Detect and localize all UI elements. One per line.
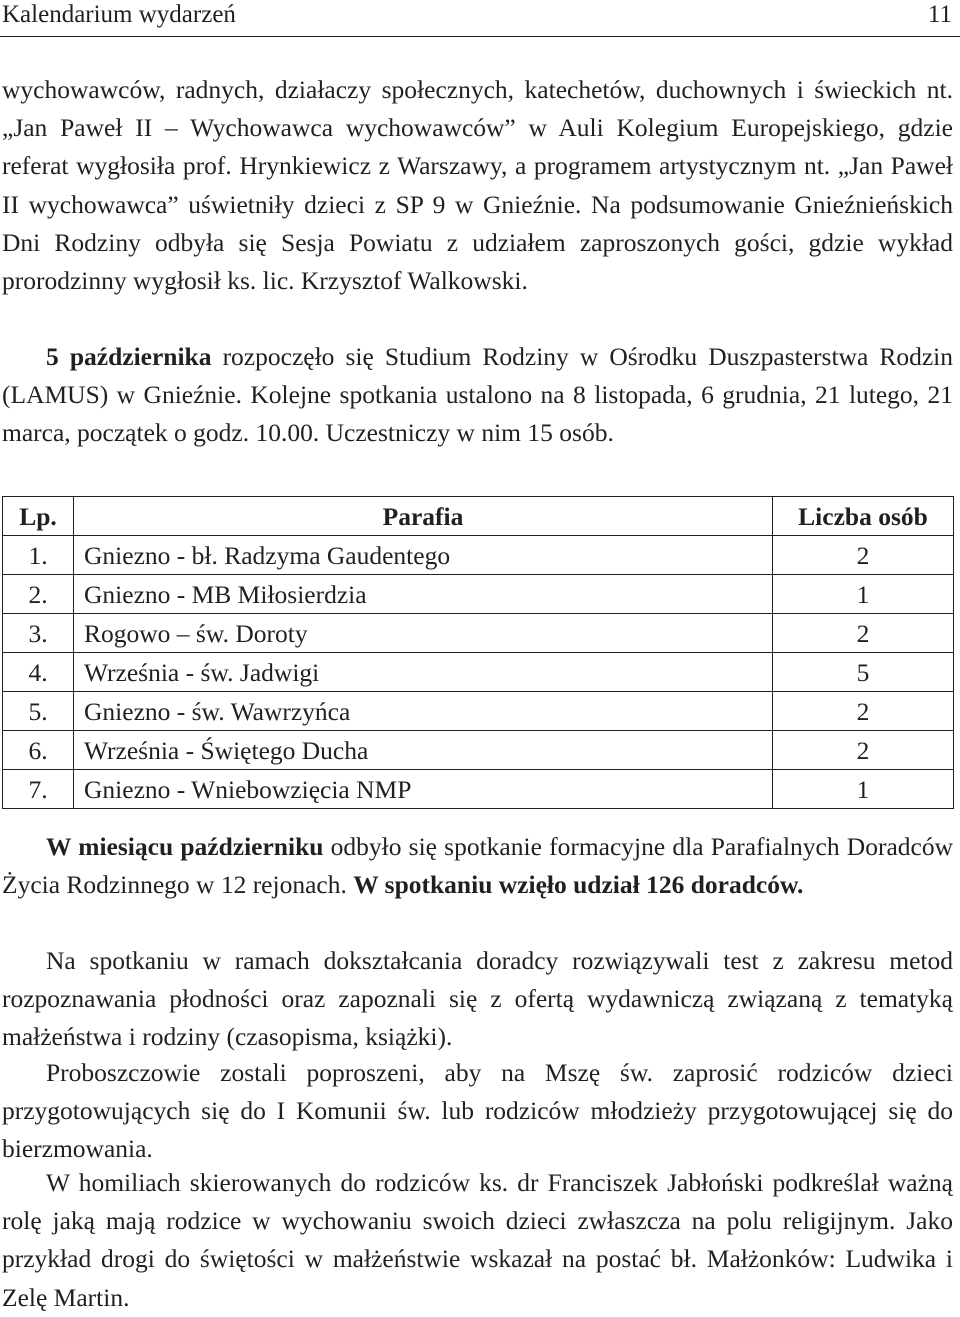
paragraph-5: Proboszczowie zostali poproszeni, aby na Mszę św. zaprosić rodziców dzieci przygotowujących się do I Komunii św. lub rodziców młodzieży przygotowującej się do bierzmowania.: [2, 1058, 953, 1164]
cell-parafia: Gniezno - bł. Radzyma Gaudentego: [74, 536, 773, 575]
cell-liczba: 1: [773, 575, 954, 614]
month-highlight: W miesiącu październiku: [46, 832, 324, 861]
paragraph-2-text: rozpoczęło się Studium Rodziny w Ośrodku Duszpasterstwa Rodzin (LAMUS) w Gnieźnie. Kolejne spotkania ustalono na 8 listopada, 6 grudnia, 21 lutego, 21 marca, początek o godz. 10.00. Uczestniczy w nim 15 osób.: [2, 342, 954, 448]
cell-liczba: 1: [773, 770, 954, 809]
running-header: [0, 0, 960, 37]
cell-lp: 5.: [3, 692, 74, 731]
paragraph-1: wychowawców, radnych, działaczy społecznych, katechetów, duchownych i świeckich nt. „Jan Paweł II – Wychowawca wychowawców” w Auli Kolegium Europejskiego, gdzie referat wygłosiła prof. Hrynkiewicz z Warszawy, a programem artystycznym nt. „Jan Paweł II wychowawca” uświetniły dzieci z SP 9 w Gnieźnie. Na podsumowanie Gnieźnieńskich Dni Rodziny odbyła się Sesja Powiatu z udziałem zaproszonych gości, gdzie wykład prorodzinny wygłosił ks. lic. Krzysztof Walkowski.: [2, 75, 953, 296]
cell-parafia: Września - Świętego Ducha: [74, 731, 773, 770]
running-title: Kalendarium wydarzeń: [2, 1, 236, 28]
paragraph-6: W homiliach skierowanych do rodziców ks. dr Franciszek Jabłoński podkreślał ważną rolę jaką mają rodzice w wychowaniu swoich dzieci zwłaszcza na polu religijnym. Jako przykład drogi do świętości w małżeństwie wskazał na postać bł. Małżonków: Ludwika i Zelę Martin.: [2, 1168, 953, 1312]
paragraph-2: [2, 338, 953, 453]
cell-parafia: Rogowo – św. Doroty: [74, 614, 773, 653]
cell-parafia: Gniezno - Wniebowzięcia NMP: [74, 770, 773, 809]
table-row: [3, 536, 954, 575]
cell-lp: 3.: [3, 614, 74, 653]
header-parafia: Parafia: [74, 497, 773, 536]
table-row: [3, 653, 954, 692]
cell-parafia: Września - św. Jadwigi: [74, 653, 773, 692]
cell-liczba: 2: [773, 536, 954, 575]
header-liczba: Liczba osób: [773, 497, 954, 536]
cell-lp: 6.: [3, 731, 74, 770]
cell-liczba: 2: [773, 731, 954, 770]
paragraph-4: Na spotkaniu w ramach dokształcania doradcy rozwiązywali test z zakresu metod rozpoznawania płodności oraz zapoznali się z ofertą wydawniczą związaną z tematyką małżeństwa i rodziny (czasopisma, książki).: [2, 946, 953, 1052]
table-header-row: [3, 497, 954, 536]
parish-table: [2, 496, 954, 809]
paragraph-3-text: odbyło się spotkanie formacyjne dla Parafialnych Doradców Życia Rodzinnego w 12 rejonach.: [2, 832, 954, 900]
cell-parafia: Gniezno - MB Miłosierdzia: [74, 575, 773, 614]
cell-lp: 2.: [3, 575, 74, 614]
table-row: [3, 731, 954, 770]
cell-lp: 1.: [3, 536, 74, 575]
cell-liczba: 2: [773, 614, 954, 653]
cell-liczba: 2: [773, 692, 954, 731]
table-row: [3, 614, 954, 653]
cell-lp: 7.: [3, 770, 74, 809]
paragraph-3: [2, 828, 953, 904]
cell-lp: 4.: [3, 653, 74, 692]
header-lp: Lp.: [3, 497, 74, 536]
table-row: [3, 575, 954, 614]
cell-liczba: 5: [773, 653, 954, 692]
page-number: 11: [927, 1, 952, 28]
table-row: [3, 692, 954, 731]
date-highlight: 5 października: [46, 342, 212, 371]
attendance-highlight: W spotkaniu wzięło udział 126 doradców.: [353, 870, 804, 900]
table-row: [3, 770, 954, 809]
cell-parafia: Gniezno - św. Wawrzyńca: [74, 692, 773, 731]
